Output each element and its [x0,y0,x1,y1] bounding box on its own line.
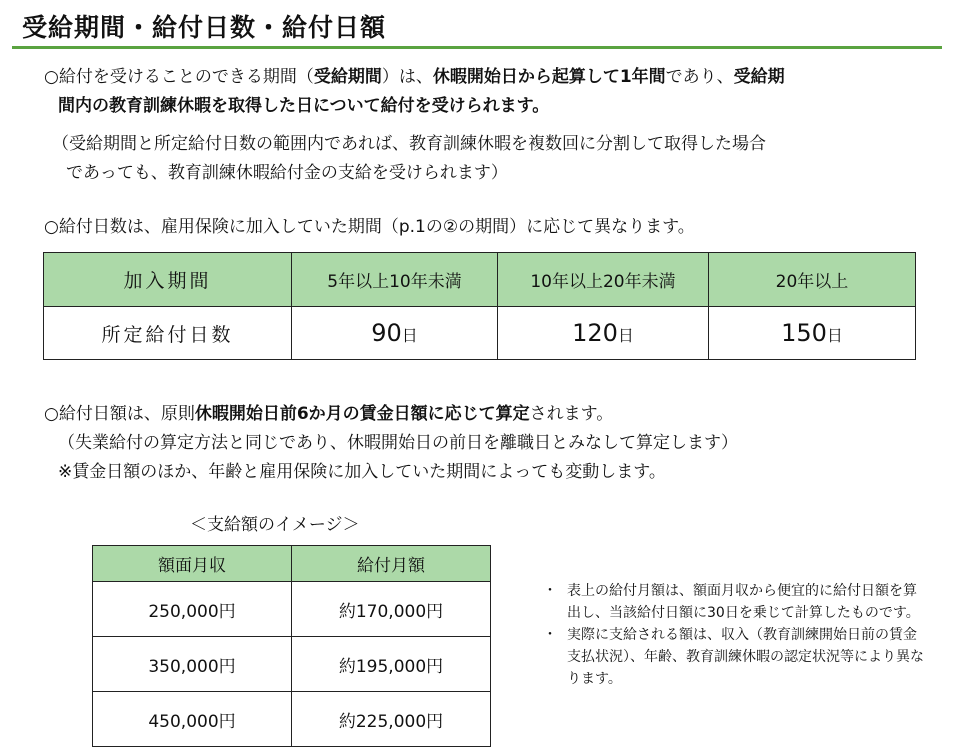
amount-table [92,545,491,747]
benefit-amount-cell: 約170,000円 [292,582,491,637]
note-item: ・ 表上の給付月額は、額面月収から便宜的に給付日額を算出し、当該給付日額に30日を乗じて計算したものです。 [543,580,943,624]
days-value-cell: 90日 [292,307,498,360]
header-monthly-benefit: 給付月額 [292,546,491,582]
benefit-days-paragraph: ○給付日数は、雇用保険に加入していた期間（p.1の②の期間）に応じて異なります。 [44,217,695,237]
benefit-period-note-line-1: （受給期間と所定給付日数の範囲内であれば、教育訓練休暇を複数回に分割して取得した場合 [52,134,766,154]
benefit-period-note [52,130,766,188]
title-underline [12,46,942,49]
header-20-years-plus: 20年以上 [709,253,916,307]
amount-header-row [93,546,491,582]
benefit-days-header-row [44,253,916,307]
row-label-prescribed-days: 所定給付日数 [44,307,292,360]
days-value-cell: 150日 [709,307,916,360]
bullet-icon: ・ [543,583,557,599]
amount-table-caption: ＜支給額のイメージ＞ [190,515,360,535]
bullet-icon: ・ [543,627,557,643]
table-row [93,637,491,692]
page-title: 受給期間・給付日数・給付日額 [22,13,387,42]
benefit-amount-cell: 約225,000円 [292,692,491,747]
header-10-to-20-years: 10年以上20年未満 [498,253,709,307]
benefit-period-paragraph [44,63,785,121]
header-5-to-10-years: 5年以上10年未満 [292,253,498,307]
benefit-days-value-row [44,307,916,360]
benefit-amount-cell: 約195,000円 [292,637,491,692]
note-item: ・ 実際に支給される額は、収入（教育訓練開始日前の賃金支払状況）、年齢、教育訓練休暇の認定状況等により異なります。 [543,624,943,690]
header-enrollment-period: 加入期間 [44,253,292,307]
gross-income-cell: 350,000円 [93,637,292,692]
benefit-days-table [43,252,916,360]
benefit-period-line-2: 間内の教育訓練休暇を取得した日について給付を受けられます。 [58,96,550,116]
table-row [93,582,491,637]
daily-amount-line-1: ○給付日額は、原則休暇開始日前6か月の賃金日額に応じて算定されます。 [44,404,614,424]
amount-notes [543,580,943,690]
days-value-cell: 120日 [498,307,709,360]
header-gross-monthly-income: 額面月収 [93,546,292,582]
daily-amount-line-2: （失業給付の算定方法と同じであり、休暇開始日の前日を離職日とみなして算定します） [58,433,738,453]
table-row [93,692,491,747]
benefit-period-note-line-2: であっても、教育訓練休暇給付金の支給を受けられます） [66,163,508,183]
benefit-period-line-1: ○給付を受けることのできる期間（受給期間）は、休暇開始日から起算して1年間であり、受給期 [44,67,785,87]
daily-amount-line-3: ※賃金日額のほか、年齢と雇用保険に加入していた期間によっても変動します。 [58,462,666,482]
gross-income-cell: 250,000円 [93,582,292,637]
gross-income-cell: 450,000円 [93,692,292,747]
daily-amount-paragraph [44,400,738,487]
